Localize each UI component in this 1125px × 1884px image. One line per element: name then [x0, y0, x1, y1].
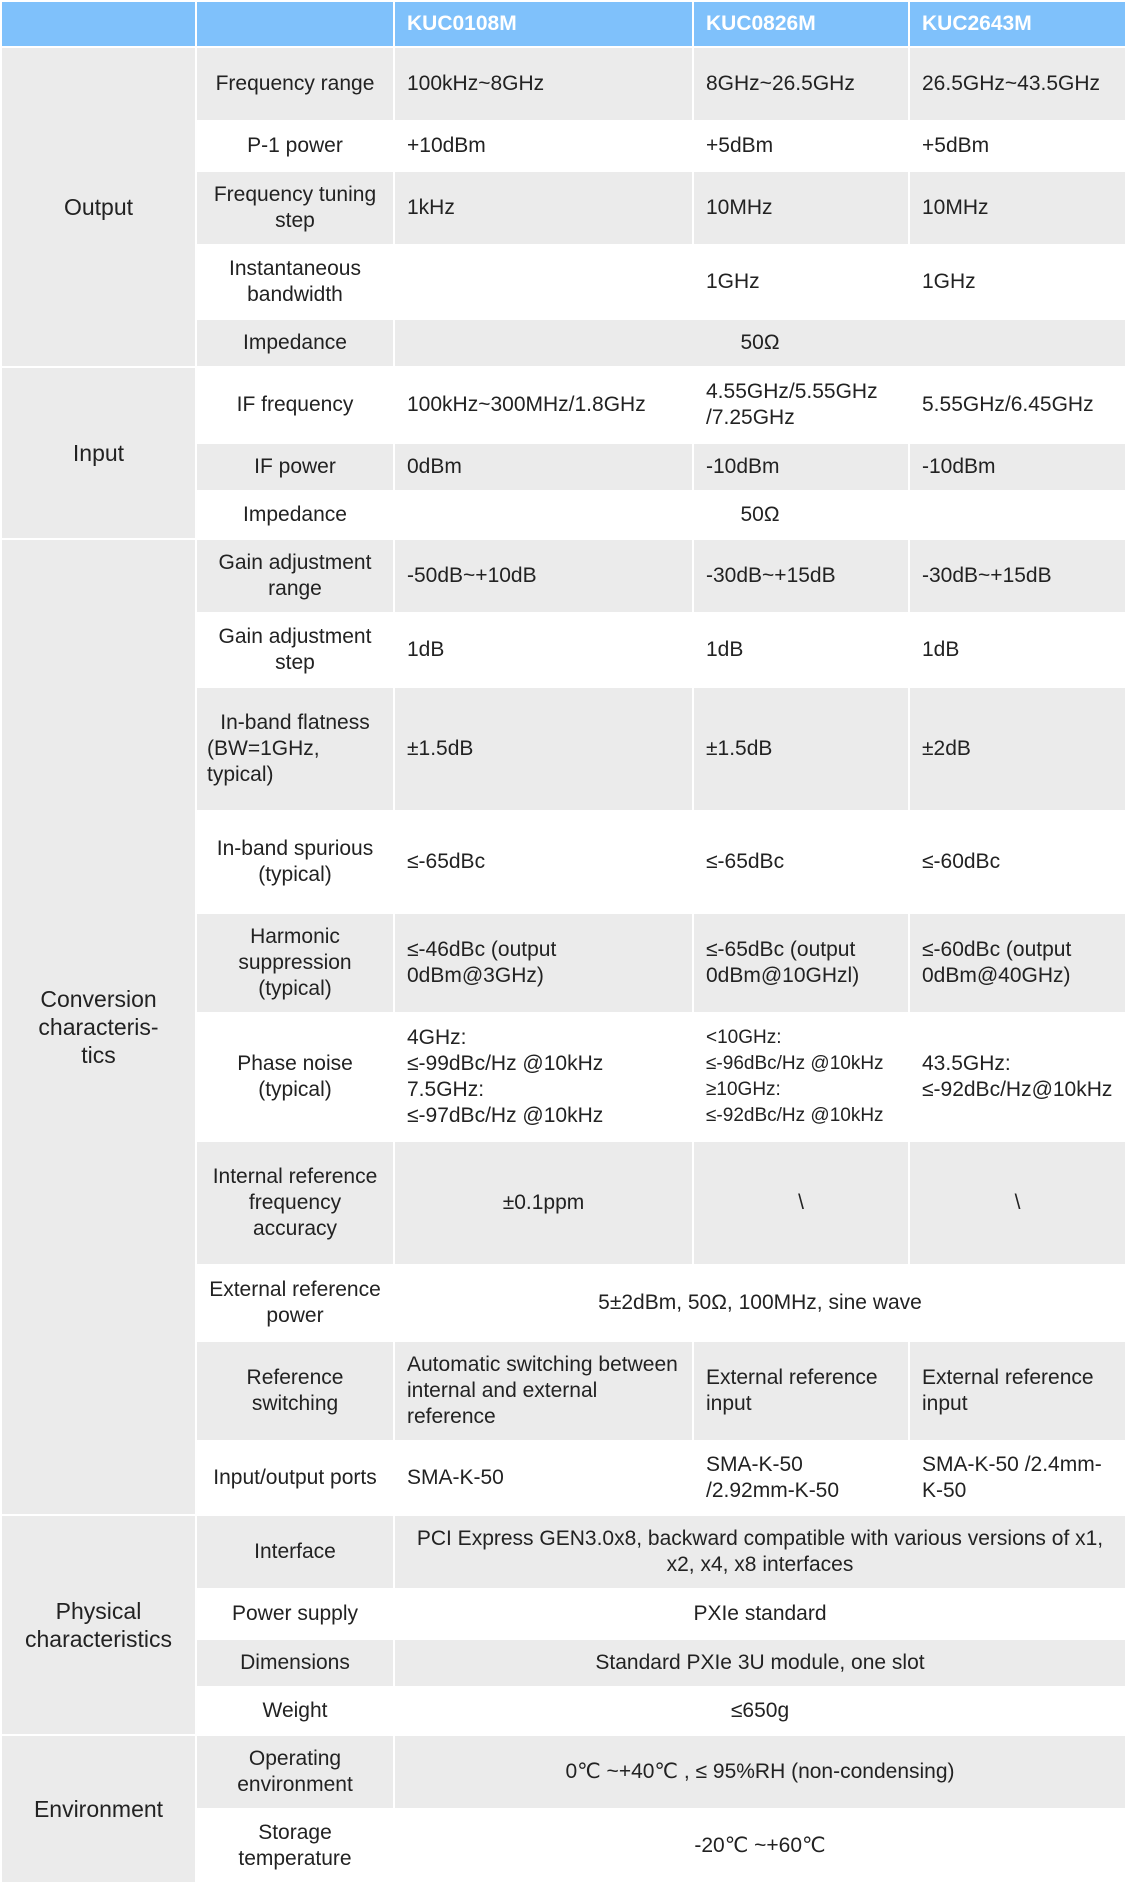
value-line: <10GHz: [706, 1027, 782, 1048]
value-cell-merged: 50Ω [394, 491, 1125, 539]
value-cell: -50dB~+10dB [394, 539, 693, 613]
value-cell: Automatic switching between internal and external reference [394, 1341, 693, 1441]
value-cell: 1GHz [693, 245, 909, 319]
value-cell: ≤-60dBc [909, 811, 1125, 913]
group-input: Input [1, 367, 196, 539]
value-cell-merged: Standard PXIe 3U module, one slot [394, 1639, 1125, 1687]
value-cell-merged: 50Ω [394, 319, 1125, 367]
header-blank-1 [1, 1, 196, 47]
value-cell: 100kHz~300MHz/1.8GHz [394, 367, 693, 443]
value-cell: ≤-60dBc (output 0dBm@40GHz) [909, 913, 1125, 1013]
value-cell: \ [693, 1141, 909, 1265]
header-blank-2 [196, 1, 394, 47]
value-cell-merged: PXIe standard [394, 1589, 1125, 1639]
value-cell: ≤-65dBc (output 0dBm@10GHzl) [693, 913, 909, 1013]
value-cell: ≤-65dBc [394, 811, 693, 913]
value-cell-merged: PCI Express GEN3.0x8, backward compatible with various versions of x1, x2, x4, x8 interfaces [394, 1515, 1125, 1589]
header-model-3: KUC2643M [909, 1, 1125, 47]
group-conversion: Conversion characteris- tics [1, 539, 196, 1515]
value-cell: ±1.5dB [394, 687, 693, 811]
param-label: Storage temperature [196, 1809, 394, 1883]
param-label: Internal reference frequency accuracy [196, 1141, 394, 1265]
value-cell [394, 1013, 693, 1141]
value-cell-merged: 0℃ ~+40℃ , ≤ 95%RH (non-condensing) [394, 1735, 1125, 1809]
value-cell: 1dB [394, 613, 693, 687]
value-cell: -10dBm [909, 443, 1125, 491]
value-cell [693, 1013, 909, 1141]
value-cell: ±2dB [909, 687, 1125, 811]
value-cell: 4.55GHz/5.55GHz /7.25GHz [693, 367, 909, 443]
param-label: Gain adjustment step [196, 613, 394, 687]
value-cell-merged: -20℃ ~+60℃ [394, 1809, 1125, 1883]
param-label-line: (BW=1GHz, typical) [207, 737, 320, 786]
param-label: Gain adjustment range [196, 539, 394, 613]
value-line: ≤-92dBc/Hz@10kHz [922, 1078, 1113, 1101]
param-label: Phase noise (typical) [196, 1013, 394, 1141]
value-line: ≤-92dBc/Hz @10kHz [706, 1105, 884, 1126]
value-line: 7.5GHz: [407, 1078, 485, 1101]
value-cell [394, 245, 693, 319]
param-label: IF frequency [196, 367, 394, 443]
param-label: Operating environment [196, 1735, 394, 1809]
param-label: Power supply [196, 1589, 394, 1639]
value-cell: 10MHz [909, 171, 1125, 245]
value-cell: External reference input [693, 1341, 909, 1441]
value-cell: -30dB~+15dB [909, 539, 1125, 613]
value-cell-merged: ≤650g [394, 1687, 1125, 1735]
value-cell: 10MHz [693, 171, 909, 245]
param-label: Impedance [196, 491, 394, 539]
value-cell: +5dBm [909, 121, 1125, 171]
param-label: Frequency tuning step [196, 171, 394, 245]
value-line: 43.5GHz: [922, 1052, 1011, 1075]
param-label: Impedance [196, 319, 394, 367]
group-physical: Physical characteristics [1, 1515, 196, 1735]
value-cell: 8GHz~26.5GHz [693, 47, 909, 121]
param-label: Dimensions [196, 1639, 394, 1687]
value-cell: ±0.1ppm [394, 1141, 693, 1265]
value-cell: SMA-K-50 /2.4mm-K-50 [909, 1441, 1125, 1515]
row-frequency-range [1, 47, 1125, 121]
value-line: ≤-97dBc/Hz @10kHz [407, 1104, 604, 1127]
value-cell: ≤-65dBc [693, 811, 909, 913]
value-cell: External reference input [909, 1341, 1125, 1441]
value-line: 4GHz: [407, 1026, 467, 1049]
value-cell: \ [909, 1141, 1125, 1265]
param-label: Interface [196, 1515, 394, 1589]
value-cell: 1GHz [909, 245, 1125, 319]
header-row [1, 1, 1125, 47]
row-if-frequency [1, 367, 1125, 443]
value-cell: ±1.5dB [693, 687, 909, 811]
param-label: Input/output ports [196, 1441, 394, 1515]
value-cell: +10dBm [394, 121, 693, 171]
value-cell: ≤-46dBc (output 0dBm@3GHz) [394, 913, 693, 1013]
group-environment: Environment [1, 1735, 196, 1883]
param-label: External reference power [196, 1265, 394, 1341]
value-cell: 26.5GHz~43.5GHz [909, 47, 1125, 121]
param-label-line: In-band flatness [220, 711, 370, 734]
row-interface [1, 1515, 1125, 1589]
value-line: ≥10GHz: [706, 1079, 781, 1100]
param-label: Harmonic suppression (typical) [196, 913, 394, 1013]
value-cell: SMA-K-50 /2.92mm-K-50 [693, 1441, 909, 1515]
value-cell-merged: 5±2dBm, 50Ω, 100MHz, sine wave [394, 1265, 1125, 1341]
value-cell: 5.55GHz/6.45GHz [909, 367, 1125, 443]
group-output: Output [1, 47, 196, 367]
value-line: ≤-96dBc/Hz @10kHz [706, 1053, 884, 1074]
param-label: P-1 power [196, 121, 394, 171]
value-cell: 1kHz [394, 171, 693, 245]
param-label: IF power [196, 443, 394, 491]
param-label: Reference switching [196, 1341, 394, 1441]
value-cell: -30dB~+15dB [693, 539, 909, 613]
value-cell: +5dBm [693, 121, 909, 171]
header-model-2: KUC0826M [693, 1, 909, 47]
value-cell: 1dB [693, 613, 909, 687]
value-cell: 1dB [909, 613, 1125, 687]
param-label [196, 687, 394, 811]
param-label: In-band spurious (typical) [196, 811, 394, 913]
value-line: ≤-99dBc/Hz @10kHz [407, 1052, 604, 1075]
header-model-1: KUC0108M [394, 1, 693, 47]
value-cell: 100kHz~8GHz [394, 47, 693, 121]
row-operating-environment [1, 1735, 1125, 1809]
param-label: Weight [196, 1687, 394, 1735]
value-cell [909, 1013, 1125, 1141]
row-gain-range [1, 539, 1125, 613]
value-cell: SMA-K-50 [394, 1441, 693, 1515]
param-label: Frequency range [196, 47, 394, 121]
param-label: Instantaneous bandwidth [196, 245, 394, 319]
value-cell: -10dBm [693, 443, 909, 491]
value-cell: 0dBm [394, 443, 693, 491]
